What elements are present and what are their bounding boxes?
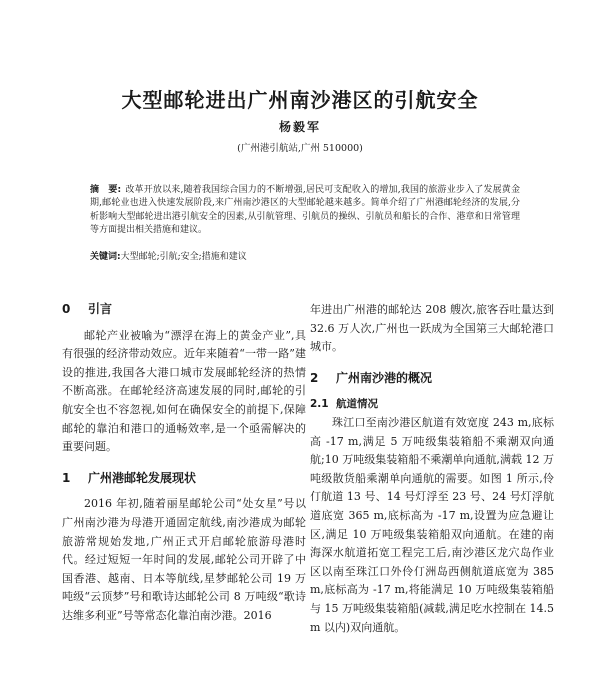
keywords-text: 大型邮轮;引航;安全;措施和建议 — [120, 252, 247, 262]
abstract-label: 摘 要: — [90, 185, 122, 195]
section-0-paragraph: 邮轮产业被喻为“漂浮在海上的黄金产业”,具有很强的经济带动效应。近年来随着“一带一路”建设的推进,我国各大港口城市发展邮轮经济的热情不断高涨。在邮轮经济高速发展的同时,邮轮的引航安全也不容忽视,如何在确保安全的前提下,保障邮轮的靠泊和港口的通畅效率,是一个亟需解决的重要问题。 — [62, 328, 306, 454]
section-0-heading — [62, 300, 306, 319]
section-1-title: 广州港邮轮发展现状 — [88, 470, 197, 485]
keywords — [90, 251, 520, 264]
section-1-paragraph: 2016 年初,随着丽星邮轮公司“处女星”号以广州南沙港为母港开通固定航线,南沙港成为邮轮旅游常规始发地,广州正式开启邮轮旅游母港时代。经过短短一年时间的发展,邮轮公司开辟了中国香港、越南、日本等航线,星梦邮轮公司 19 万吨级“云顶梦”号和歌诗达邮轮公司 8 万吨级“歌诗达维多利亚”号等常态化靠泊南沙港。2016 — [62, 497, 306, 622]
section-2-number: 2 — [310, 370, 319, 385]
left-column — [62, 292, 306, 626]
section-2-title: 广州南沙港的概况 — [336, 370, 433, 385]
paper-title: 大型邮轮进出广州南沙港区的引航安全 — [121, 88, 479, 112]
section-0-number: 0 — [62, 302, 71, 316]
section-1-number: 1 — [62, 470, 71, 485]
keywords-label: 关键词: — [90, 252, 121, 262]
section-1-heading — [62, 469, 306, 488]
subsection-2-1-title: 航道情况 — [336, 398, 378, 411]
section-0-title: 引言 — [88, 302, 113, 316]
author-affiliation: (广州港引航站,广州 510000) — [237, 143, 363, 154]
subsection-2-1-number: 2.1 — [310, 398, 329, 411]
abstract — [90, 184, 520, 238]
section-2-heading — [310, 369, 554, 388]
abstract-text: 改革开放以来,随着我国综合国力的不断增强,居民可支配收入的增加,我国的旅游业步入了发展黄金期,邮轮业也进入快速发展阶段,来广州南沙港区的大型邮轮越来越多。简单介绍了广州港邮轮经济的发展,分析影响大型邮轮进出港引航安全的因素,从引航管理、引航员的操纵、引航员和船长的合作、港章和日常管理等方面提出相关措施和建议。 — [90, 185, 520, 236]
subsection-2-1-heading — [310, 395, 554, 414]
section-1-continuation: 年进出广州港的邮轮达 208 艘次,旅客吞吐量达到 32.6 万人次,广州也一跃成为全国第三大邮轮港口城市。 — [310, 303, 554, 354]
right-column — [310, 301, 554, 637]
author-name: 杨毅军 — [278, 120, 321, 134]
section-2-paragraph: 珠江口至南沙港区航道有效宽度 243 m,底标高 -17 m,满足 5 万吨级集装箱船不乘潮双向通航;10 万吨级集装箱船不乘潮单向通航,满载 12 万吨级散货船乘潮单向通航的需要。如图 1 所示,伶仃航道 13 号、14 号灯浮至 23 号、24 号灯浮航道底宽 365 m,底标高为 -17 m,设置为应急避让区,满足 10 万吨级集装箱船双向通航。在建的南海深水航道拓宽工程完工后,南沙港区龙穴岛作业区以南至珠江口外伶仃洲岛西侧航道底宽为 385 m,底标高为 -17 m,将能满足 10 万吨级集装箱船与 15 万吨级集装箱船(减载,满足吃水控制在 14.5 m 以内)双向通航。 — [310, 415, 554, 634]
